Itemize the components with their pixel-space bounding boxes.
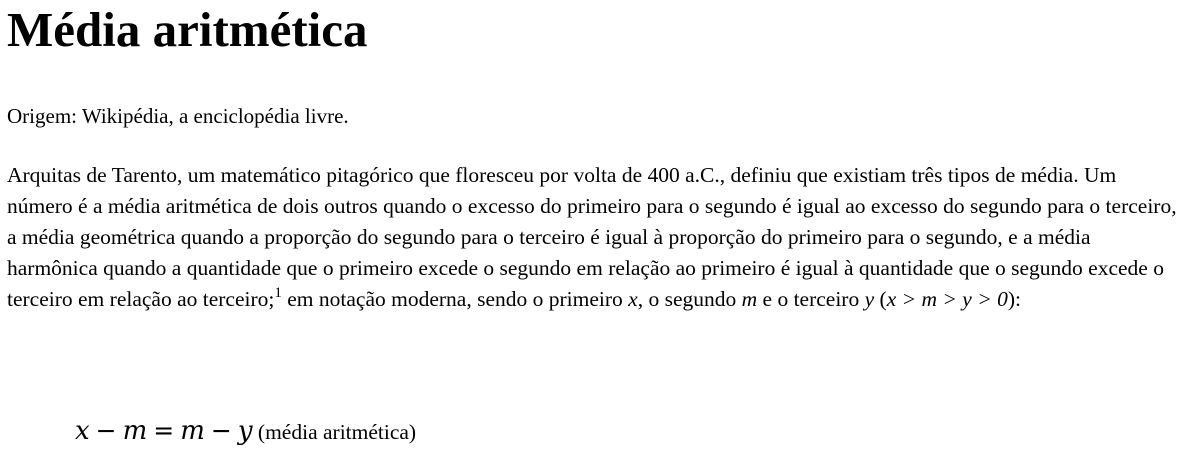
paragraph-intro-text: Arquitas de Tarento, um matemático pitagórico que floresceu por volta de 400 a.C., definiu que existiam três tipos de média. Um número é a média aritmética de dois outros quando o excesso do primeiro para o segundo é igual ao excesso do segundo para o terceiro, a média geométrica quando a proporção do segundo para o terceiro é igual à proporção do primeiro para o segundo, e a média harmônica quando a quantidade que o primeiro excede o segundo em relação ao primeiro é igual à quantidade que o segundo excede o terceiro em relação ao terceiro;	[7, 163, 1177, 311]
arithmetic-mean-formula	[75, 414, 416, 449]
formula-var-y: y	[237, 416, 253, 446]
formula-equals: =	[153, 416, 175, 445]
variable-x: x	[628, 287, 638, 311]
formula-var-m-2: m	[180, 416, 205, 446]
page-title: Média aritmética	[7, 2, 368, 57]
formula-caption: (média aritmética)	[252, 420, 417, 444]
variable-m: m	[741, 287, 758, 311]
footnote-reference-link[interactable]: 1	[274, 285, 282, 301]
paragraph-continuation-text: em notação moderna, sendo o primeiro	[281, 287, 629, 311]
formula-minus-1: −	[95, 416, 117, 445]
article-paragraph	[7, 160, 1179, 315]
article-page	[7, 0, 1179, 446]
variable-y: y	[864, 287, 875, 311]
origin-line: Origem: Wikipédia, a enciclopédia livre.	[7, 104, 349, 128]
text-paren-close: ):	[1007, 287, 1021, 311]
inequality-expression: x > m > y > 0	[886, 287, 1008, 311]
formula-var-m-1: m	[122, 416, 148, 446]
text-second: , o segundo	[637, 287, 742, 311]
formula-minus-2: −	[210, 416, 232, 445]
formula-var-x: x	[75, 416, 90, 446]
text-third: e o terceiro	[757, 287, 865, 311]
text-paren-open: (	[874, 287, 887, 311]
